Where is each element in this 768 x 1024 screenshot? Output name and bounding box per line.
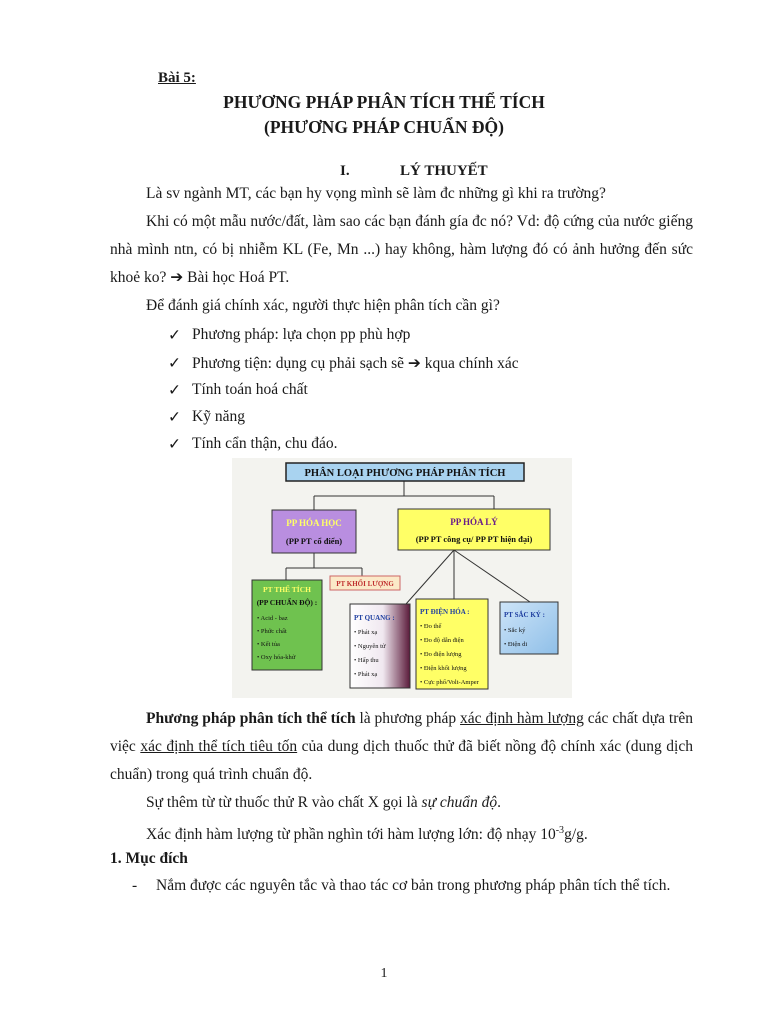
hoa-hoc-node xyxy=(272,510,356,553)
dien-hoa-item: • Đo thế xyxy=(420,623,442,630)
checklist-text: Phương tiện: dụng cụ phải sạch sẽ ➔ kqua chính xác xyxy=(192,355,519,372)
intro-paragraph-1: Là sv ngành MT, các bạn hy vọng mình sẽ làm đc những gì khi ra trường? xyxy=(146,185,606,202)
quang-item: • Phát xạ xyxy=(354,671,378,678)
checklist-text: Kỹ năng xyxy=(192,408,245,425)
the-tich-item: • Phức chất xyxy=(257,628,287,635)
section-title: LÝ THUYẾT xyxy=(400,163,488,179)
sensitivity-text: Xác định hàm lượng từ phần nghìn tới hàm lượng lớn: độ nhạy 10 xyxy=(146,826,556,844)
titration-paragraph xyxy=(146,789,686,817)
quang-title: PT QUANG : xyxy=(354,614,395,622)
lesson-label: Bài 5: xyxy=(158,70,196,86)
definition-underline-1: xác định hàm lượng xyxy=(460,710,584,727)
the-tich-title: PT THỂ TÍCH xyxy=(263,585,311,594)
the-tich-item: • Acid - baz xyxy=(257,615,288,622)
sac-ky-title: PT SẮC KÝ : xyxy=(504,611,545,619)
checkmark-icon: ✓ xyxy=(168,355,181,372)
section-number: I. xyxy=(340,163,350,179)
definition-term: Phương pháp phân tích thể tích xyxy=(146,710,356,727)
sensitivity-unit: g/g. xyxy=(564,826,588,844)
classification-diagram xyxy=(232,458,572,698)
hoa-ly-subtitle: (PP PT công cụ/ PP PT hiện đại) xyxy=(415,534,533,544)
titration-text: . xyxy=(497,794,502,811)
titration-term: sự chuẩn độ xyxy=(421,794,498,811)
titration-text: Sự thêm từ từ thuốc thử R vào chất X gọi là xyxy=(146,794,422,811)
checkmark-icon: ✓ xyxy=(168,327,181,344)
dien-hoa-title: PT ĐIỆN HÓA : xyxy=(420,608,470,616)
the-tich-item: • Kết tủa xyxy=(257,641,280,648)
dien-hoa-item: • Cực phổ/Volt-Amper xyxy=(420,679,479,686)
definition-text: của dung dịch thuốc thử đã biết nồng độ chính xác (dung dịch chuẩn) trong quá trình chuẩn độ. xyxy=(110,738,693,783)
intro-paragraph-2: Khi có một mẫu nước/đất, làm sao các bạn đánh gía đc nó? Vd: độ cứng của nước giếng nhà mình ntn, có bị nhiễm KL (Fe, Mn ...) hay không, hàm lượng đó có ảnh hưởng đến sức khoẻ ko? ➔ Bài học Hoá PT. xyxy=(110,213,693,286)
the-tich-item: • Oxy hóa-khử xyxy=(257,654,296,661)
khoi-luong-label: PT KHỐI LƯỢNG xyxy=(336,580,394,588)
quang-item: • Phát xạ xyxy=(354,629,378,636)
definition-paragraph xyxy=(110,705,693,789)
definition-text: là phương pháp xyxy=(355,710,461,727)
purpose-item-text: Nắm được các nguyên tắc và thao tác cơ bản trong phương pháp phân tích thể tích. xyxy=(156,877,671,894)
the-tich-subtitle: (PP CHUẨN ĐỘ) : xyxy=(256,598,318,607)
checklist-item xyxy=(168,408,245,426)
checkmark-icon: ✓ xyxy=(168,382,181,399)
purpose-dash: - xyxy=(132,877,138,894)
checkmark-icon: ✓ xyxy=(168,436,181,453)
sensitivity-paragraph xyxy=(146,817,686,849)
sac-ky-item: • Sắc ký xyxy=(504,627,526,634)
page-subtitle: (PHƯƠNG PHÁP CHUẨN ĐỘ) xyxy=(264,117,504,137)
checklist-item xyxy=(168,326,411,344)
checklist-text: Tính cẩn thận, chu đáo. xyxy=(192,435,338,452)
checklist-item xyxy=(168,354,519,373)
hoa-ly-title: PP HÓA LÝ xyxy=(450,517,498,527)
root-node-label: PHÂN LOẠI PHƯƠNG PHÁP PHÂN TÍCH xyxy=(304,468,506,479)
checkmark-icon: ✓ xyxy=(168,409,181,426)
definition-underline-2: xác định thể tích tiêu tốn xyxy=(140,738,298,755)
hoa-hoc-subtitle: (PP PT cổ điển) xyxy=(285,536,343,546)
sensitivity-exponent: -3 xyxy=(555,825,565,836)
checklist-item xyxy=(168,381,308,399)
checklist-text: Phương pháp: lựa chọn pp phù hợp xyxy=(192,326,411,343)
dien-hoa-item: • Đo điện lượng xyxy=(420,651,462,658)
hoa-hoc-title: PP HÓA HỌC xyxy=(286,518,342,528)
checklist-text: Tính toán hoá chất xyxy=(192,381,308,398)
definition-text: các chất dựa trên việc xyxy=(110,710,693,755)
checklist-item xyxy=(168,435,338,453)
dien-hoa-item: • Điện khối lượng xyxy=(420,665,467,672)
quang-item: • Nguyên tử xyxy=(354,643,386,650)
page-title: PHƯƠNG PHÁP PHÂN TÍCH THỂ TÍCH xyxy=(223,92,545,112)
page-number: 1 xyxy=(380,966,388,981)
intro-paragraph-3: Để đánh giá chính xác, người thực hiện phân tích cần gì? xyxy=(146,297,500,314)
dien-hoa-item: • Đo độ dẫn điện xyxy=(420,637,464,644)
quang-item: • Hấp thu xyxy=(354,657,379,664)
purpose-heading: 1. Mục đích xyxy=(110,850,188,867)
sac-ky-item: • Điện di xyxy=(504,641,528,648)
